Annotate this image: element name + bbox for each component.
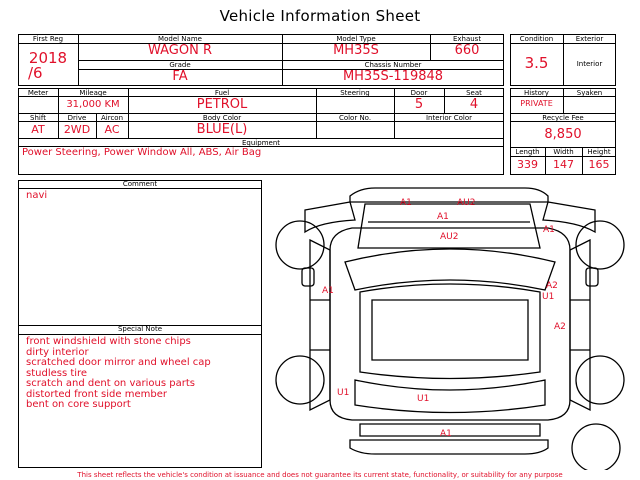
history-value: PRIVATE — [520, 99, 553, 108]
damage-mark: A1 — [400, 198, 412, 208]
special-note-item: bent on core support — [26, 399, 131, 410]
shift-value: AT — [31, 123, 45, 136]
comment-label: Comment — [122, 180, 158, 188]
model-name-value: WAGON R — [147, 43, 212, 58]
exhaust-label: Exhaust — [452, 35, 482, 43]
comment-box — [18, 180, 262, 326]
height-value: 165 — [588, 158, 610, 171]
seat-value: 4 — [469, 97, 479, 112]
width-label: Width — [553, 148, 574, 156]
body-color-value: BLUE(L) — [196, 122, 248, 137]
damage-mark: A1 — [322, 286, 334, 296]
damage-mark: A2 — [554, 322, 566, 332]
aircon-value: AC — [104, 123, 120, 136]
syaken-label: Syaken — [576, 89, 603, 97]
chassis-label: Chassis Number — [364, 61, 422, 69]
door-value: 5 — [414, 97, 424, 112]
steering-label: Steering — [340, 89, 370, 97]
grade-value: FA — [172, 69, 188, 84]
recycle-label: Recycle Fee — [542, 114, 584, 122]
special-note-item: scratch and dent on various parts — [26, 378, 195, 389]
damage-mark: AU2 — [440, 232, 459, 242]
damage-mark: A1 — [543, 225, 555, 235]
first-reg-year: 2018 — [28, 49, 68, 67]
damage-mark: U1 — [542, 292, 555, 302]
meter-label: Meter — [27, 89, 49, 97]
special-note-item: dirty interior — [26, 346, 89, 358]
shift-label: Shift — [30, 114, 46, 122]
height-label: Height — [587, 148, 611, 156]
exhaust-value: 660 — [454, 43, 480, 58]
damage-mark: U1 — [417, 394, 430, 404]
special-note-list — [26, 337, 211, 411]
mileage-label: Mileage — [79, 89, 107, 97]
door-label: Door — [410, 89, 428, 97]
footer-disclaimer: This sheet reflects the vehicle's condition at issuance and does not guarantee its current state, functionality, or suitability for any purpose — [77, 471, 563, 479]
seat-label: Seat — [466, 89, 482, 97]
aircon-label: Aircon — [100, 114, 124, 122]
chassis-value: MH35S-119848 — [342, 69, 444, 84]
interior-label: Interior — [576, 60, 603, 68]
drive-value: 2WD — [63, 123, 91, 136]
equipment-value: Power Steering, Power Window All, ABS, Air Bag — [22, 147, 262, 158]
condition-label: Condition — [519, 35, 554, 43]
length-label: Length — [515, 148, 540, 156]
car-damage-diagram — [265, 180, 637, 470]
first-reg-month: /6 — [28, 64, 43, 82]
model-type-value: MH35S — [333, 43, 379, 58]
color-no-label: Color No. — [338, 114, 372, 122]
special-note-item: studless tire — [26, 367, 88, 379]
mileage-value: 31,000 KM — [66, 99, 120, 110]
special-note-label: Special Note — [117, 325, 163, 333]
damage-mark: AU2 — [457, 198, 476, 208]
special-note-item: front windshield with stone chips — [26, 336, 191, 347]
body-color-label: Body Color — [202, 114, 242, 122]
drive-label: Drive — [67, 114, 87, 122]
damage-mark: U1 — [337, 388, 350, 398]
grade-label: Grade — [169, 61, 191, 69]
fuel-label: Fuel — [214, 89, 230, 97]
model-name-label: Model Name — [158, 35, 202, 43]
width-value: 147 — [553, 158, 574, 171]
exterior-label: Exterior — [575, 35, 604, 43]
model-type-label: Model Type — [336, 35, 376, 43]
sheet-title: Vehicle Information Sheet — [219, 7, 421, 25]
first-reg-label: First Reg — [32, 35, 64, 43]
damage-mark: A2 — [546, 281, 558, 291]
recycle-value: 8,850 — [544, 127, 582, 142]
equipment-label: Equipment — [242, 139, 280, 147]
length-value: 339 — [517, 158, 538, 171]
comment-text: navi — [26, 190, 48, 201]
special-note-item: distorted front side member — [26, 388, 167, 400]
damage-mark: A1 — [440, 429, 452, 439]
fuel-value: PETROL — [196, 97, 248, 112]
special-note-item: scratched door mirror and wheel cap — [26, 357, 211, 368]
history-label: History — [524, 89, 549, 97]
interior-color-label: Interior Color — [425, 114, 473, 122]
condition-value: 3.5 — [524, 54, 549, 72]
damage-mark: A1 — [437, 212, 449, 222]
